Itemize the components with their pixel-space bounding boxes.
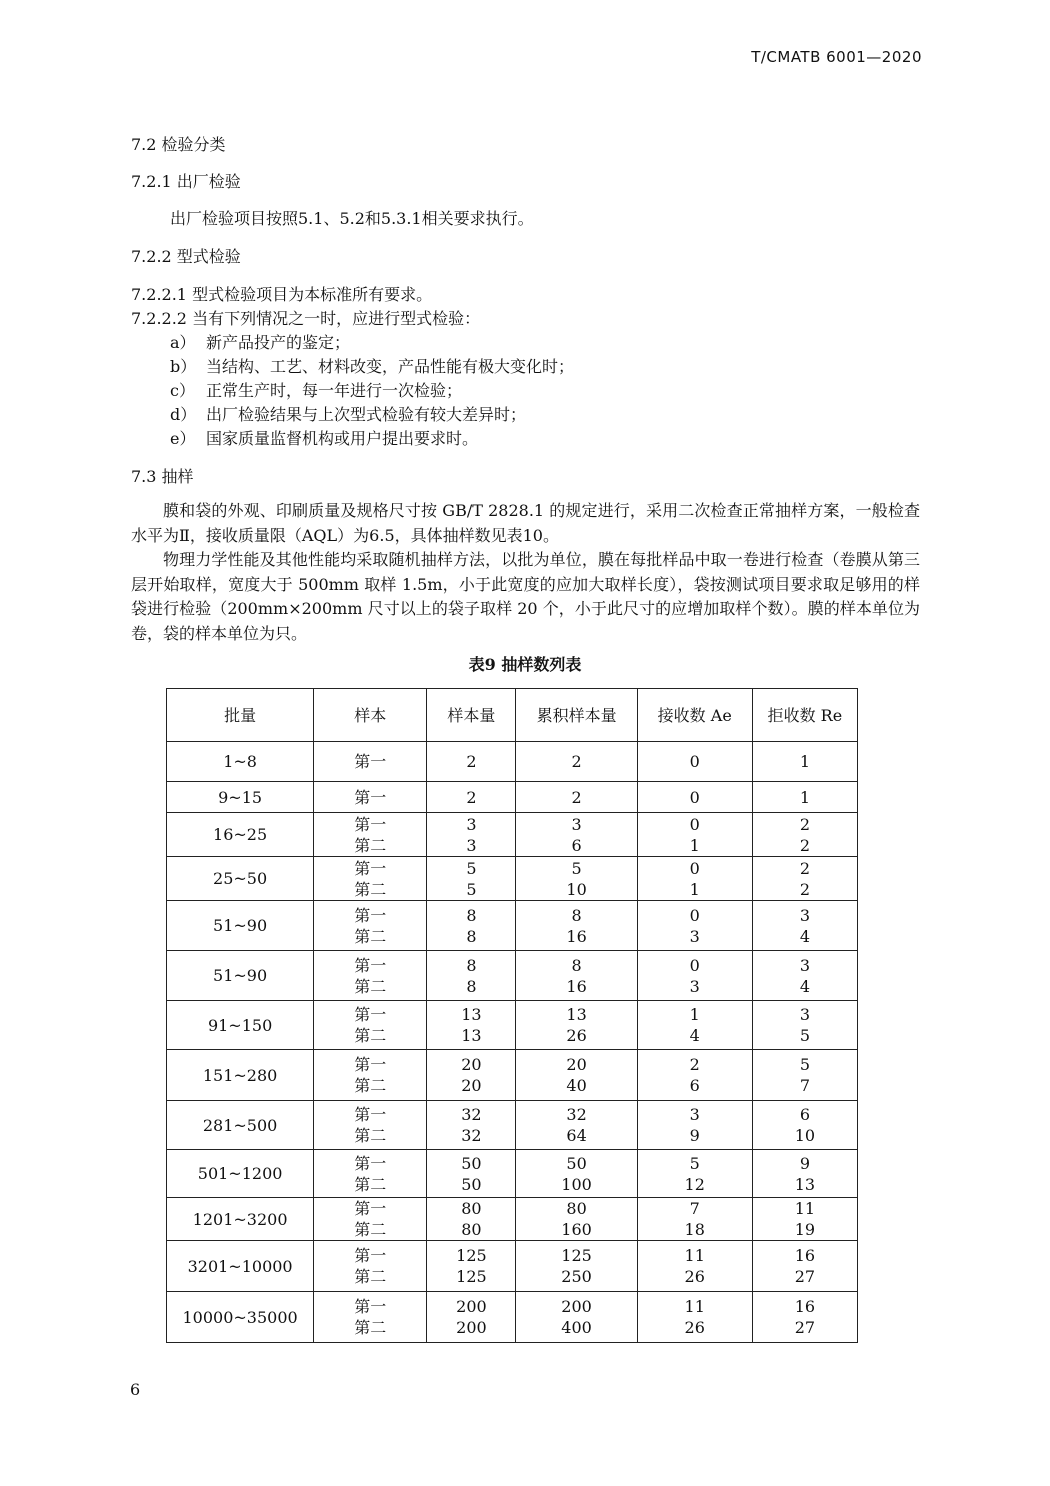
cell-cum: 8 16 [516, 951, 637, 1001]
cell-batch: 281~500 [167, 1101, 314, 1150]
cell-ae: 0 3 [637, 901, 752, 951]
cell-size: 13 13 [427, 1001, 516, 1050]
cell-cum: 200 400 [516, 1292, 637, 1343]
sampling-table [166, 688, 858, 1343]
cell-ae: 2 6 [637, 1050, 752, 1101]
clause-7-2-2-1: 7.2.2.1 型式检验项目为本标准所有要求。 [131, 285, 433, 304]
heading-7-3: 7.3 抽样 [131, 467, 194, 486]
table-row [167, 1150, 858, 1198]
cell-ae: 5 12 [637, 1150, 752, 1198]
cell-batch: 25~50 [167, 857, 314, 901]
cell-ae: 0 1 [637, 813, 752, 857]
cell-ae: 0 [637, 742, 752, 782]
table-row [167, 1198, 858, 1241]
cell-batch: 501~1200 [167, 1150, 314, 1198]
cell-sample: 第一 第二 [314, 1241, 427, 1292]
cell-size: 125 125 [427, 1241, 516, 1292]
cell-re: 3 4 [752, 901, 857, 951]
cell-cum: 3 6 [516, 813, 637, 857]
table-row [167, 857, 858, 901]
text-7-2-1: 出厂检验项目按照5.1、5.2和5.3.1相关要求执行。 [170, 209, 534, 228]
cell-cum: 50 100 [516, 1150, 637, 1198]
heading-7-2: 7.2 检验分类 [131, 135, 226, 154]
cell-size: 80 80 [427, 1198, 516, 1241]
col-header-sample-size: 样本量 [427, 689, 516, 742]
cell-re: 2 2 [752, 857, 857, 901]
cell-batch: 10000~35000 [167, 1292, 314, 1343]
cell-size: 5 5 [427, 857, 516, 901]
list-item: d） 出厂检验结果与上次型式检验有较大差异时； [170, 405, 527, 424]
cell-sample: 第一 第二 [314, 1101, 427, 1150]
cell-batch: 16~25 [167, 813, 314, 857]
sampling-paragraphs [131, 499, 920, 646]
heading-7-2-1: 7.2.1 出厂检验 [131, 172, 241, 191]
cell-size: 2 [427, 742, 516, 782]
table-caption: 表9 抽样数列表 [468, 655, 582, 674]
cell-ae: 0 [637, 782, 752, 813]
cell-ae: 0 3 [637, 951, 752, 1001]
cell-re: 11 19 [752, 1198, 857, 1241]
cell-batch: 151~280 [167, 1050, 314, 1101]
cell-sample: 第一 [314, 782, 427, 813]
cell-cum: 13 26 [516, 1001, 637, 1050]
cell-size: 3 3 [427, 813, 516, 857]
cell-re: 3 5 [752, 1001, 857, 1050]
cell-re: 16 27 [752, 1292, 857, 1343]
cell-re: 9 13 [752, 1150, 857, 1198]
table-row [167, 782, 858, 813]
heading-7-2-2: 7.2.2 型式检验 [131, 247, 241, 266]
cell-re: 6 10 [752, 1101, 857, 1150]
cell-cum: 80 160 [516, 1198, 637, 1241]
cell-cum: 32 64 [516, 1101, 637, 1150]
cell-sample: 第一 第二 [314, 901, 427, 951]
table-row [167, 1292, 858, 1343]
col-header-sample: 样本 [314, 689, 427, 742]
cell-re: 16 27 [752, 1241, 857, 1292]
paragraph-appearance-sampling: 膜和袋的外观、印刷质量及规格尺寸按 GB/T 2828.1 的规定进行，采用二次检查正常抽样方案，一般检查水平为Ⅱ，接收质量限（AQL）为6.5，具体抽样数见表10。 [131, 501, 920, 545]
cell-batch: 51~90 [167, 951, 314, 1001]
cell-cum: 20 40 [516, 1050, 637, 1101]
table-row [167, 1241, 858, 1292]
cell-cum: 125 250 [516, 1241, 637, 1292]
cell-sample: 第一 第二 [314, 813, 427, 857]
cell-batch: 3201~10000 [167, 1241, 314, 1292]
table-row [167, 901, 858, 951]
cell-sample: 第一 第二 [314, 1198, 427, 1241]
cell-batch: 51~90 [167, 901, 314, 951]
col-header-cumulative-size: 累积样本量 [516, 689, 637, 742]
cell-sample: 第一 第二 [314, 857, 427, 901]
list-item: b） 当结构、工艺、材料改变，产品性能有极大变化时； [170, 357, 575, 376]
cell-batch: 1201~3200 [167, 1198, 314, 1241]
cell-size: 20 20 [427, 1050, 516, 1101]
cell-re: 2 2 [752, 813, 857, 857]
cell-ae: 3 9 [637, 1101, 752, 1150]
cell-re: 1 [752, 742, 857, 782]
col-header-accept: 接收数 Ae [637, 689, 752, 742]
cell-sample: 第一 第二 [314, 1050, 427, 1101]
list-item: a） 新产品投产的鉴定； [170, 333, 351, 352]
cell-sample: 第一 第二 [314, 951, 427, 1001]
page-number: 6 [130, 1380, 141, 1399]
table-row [167, 742, 858, 782]
cell-re: 3 4 [752, 951, 857, 1001]
table-row [167, 951, 858, 1001]
cell-size: 8 8 [427, 901, 516, 951]
table-row [167, 813, 858, 857]
cell-ae: 7 18 [637, 1198, 752, 1241]
cell-size: 2 [427, 782, 516, 813]
cell-sample: 第一 第二 [314, 1001, 427, 1050]
list-item: c） 正常生产时，每一年进行一次检验； [170, 381, 463, 400]
table-row [167, 1050, 858, 1101]
list-item: e） 国家质量监督机构或用户提出要求时。 [170, 429, 479, 448]
cell-sample: 第一 第二 [314, 1150, 427, 1198]
cell-cum: 5 10 [516, 857, 637, 901]
cell-sample: 第一 第二 [314, 1292, 427, 1343]
cell-size: 200 200 [427, 1292, 516, 1343]
cell-re: 1 [752, 782, 857, 813]
cell-cum: 2 [516, 742, 637, 782]
cell-ae: 1 4 [637, 1001, 752, 1050]
table-row [167, 1101, 858, 1150]
cell-size: 50 50 [427, 1150, 516, 1198]
table-header-row [167, 689, 858, 742]
cell-cum: 2 [516, 782, 637, 813]
cell-cum: 8 16 [516, 901, 637, 951]
paragraph-physical-sampling: 物理力学性能及其他性能均采取随机抽样方法，以批为单位，膜在每批样品中取一卷进行检查（卷膜从第三层开始取样，宽度大于 500mm 取样 1.5m，小于此宽度的应加大取样长度），袋按测试项目要求取足够用的样袋进行检验（200mm×200mm 尺寸以上的袋子取样 20 个，小于此尺寸的应增加取样个数）。膜的样本单位为卷，袋的样本单位为只。 [131, 550, 920, 643]
cell-ae: 11 26 [637, 1292, 752, 1343]
col-header-reject: 拒收数 Re [752, 689, 857, 742]
cell-re: 5 7 [752, 1050, 857, 1101]
cell-batch: 91~150 [167, 1001, 314, 1050]
col-header-batch: 批量 [167, 689, 314, 742]
cell-batch: 9~15 [167, 782, 314, 813]
clause-7-2-2-2: 7.2.2.2 当有下列情况之一时，应进行型式检验： [131, 309, 481, 328]
cell-batch: 1~8 [167, 742, 314, 782]
table-row [167, 1001, 858, 1050]
cell-sample: 第一 [314, 742, 427, 782]
cell-size: 8 8 [427, 951, 516, 1001]
cell-size: 32 32 [427, 1101, 516, 1150]
cell-ae: 11 26 [637, 1241, 752, 1292]
standard-code: T/CMATB 6001—2020 [751, 48, 922, 66]
cell-ae: 0 1 [637, 857, 752, 901]
